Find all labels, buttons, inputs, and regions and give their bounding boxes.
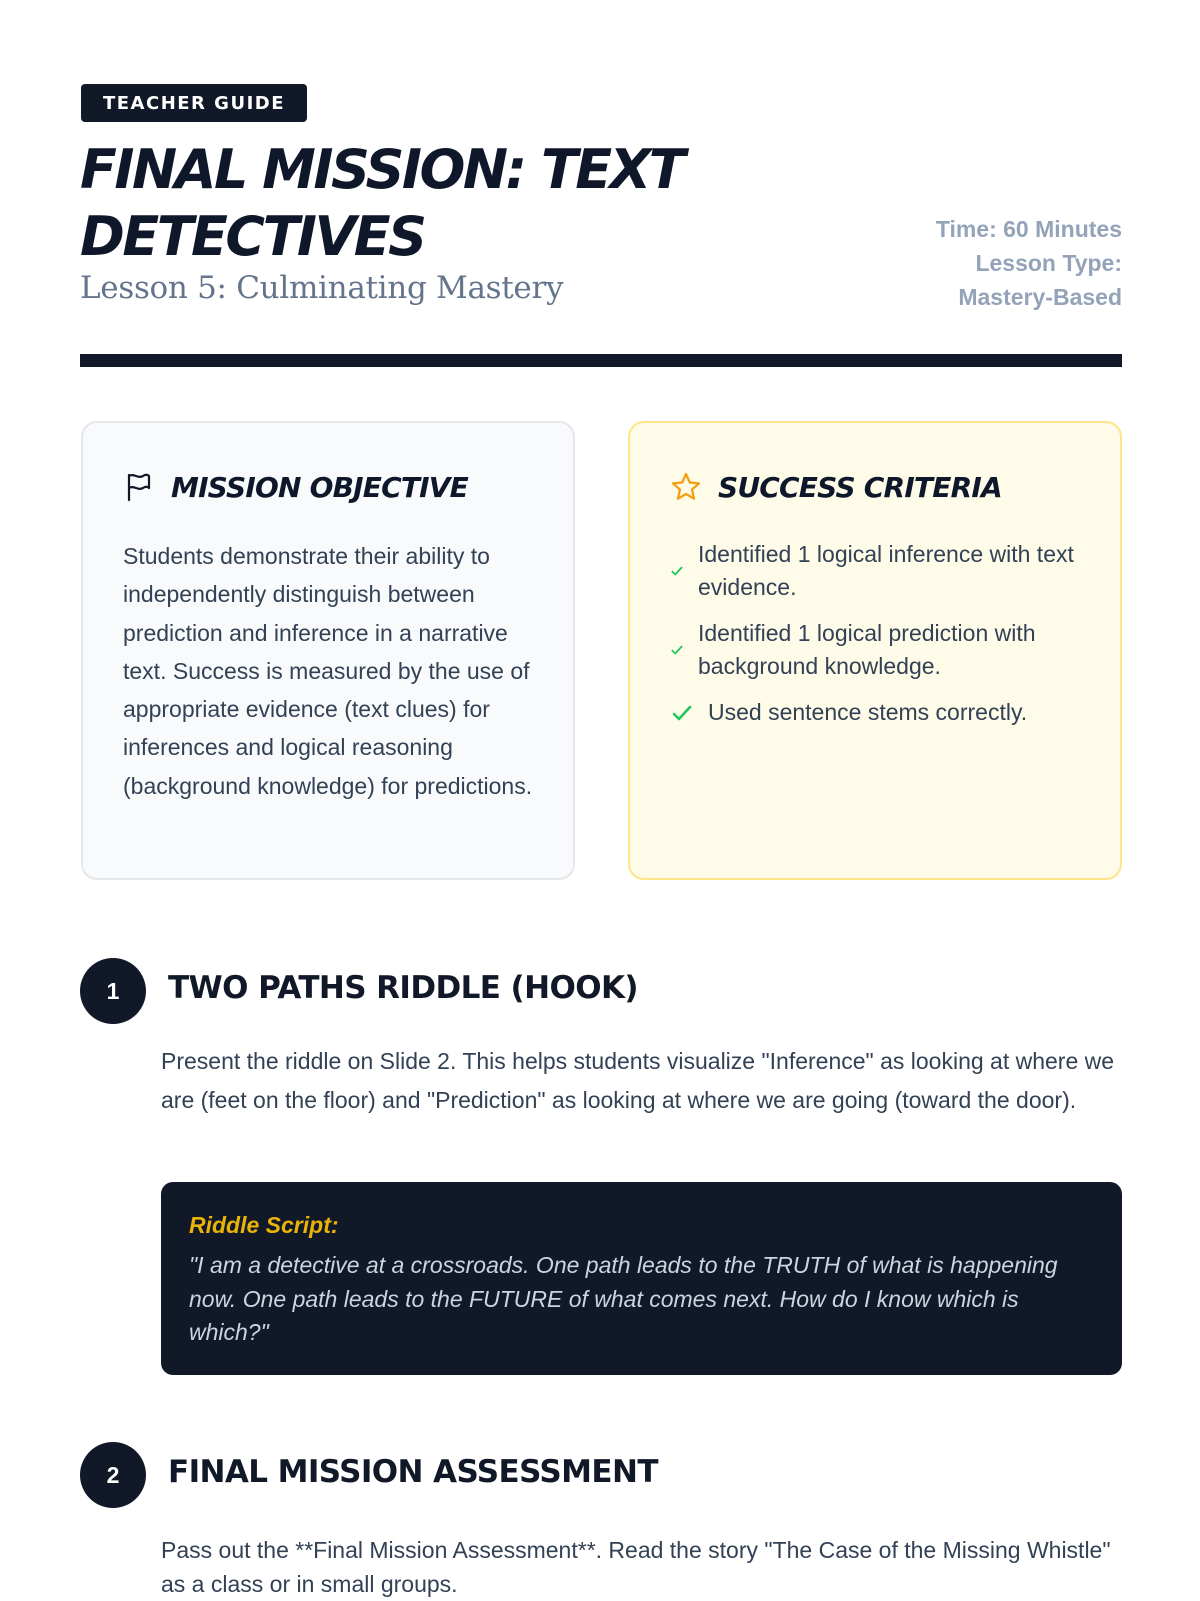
teacher-guide-badge: TEACHER GUIDE: [81, 84, 307, 122]
page-title: FINAL MISSION: TEXT DETECTIVES: [80, 138, 684, 268]
lesson-type-label: Lesson Type:: [975, 250, 1122, 276]
mission-objective-card: [81, 421, 575, 880]
criteria-item: [670, 617, 1090, 683]
mission-objective-text: Students demonstrate their ability to independently distinguish between prediction and inference in a narrative text. Success is measured by the use of appropriate evidence (text clues) for inferences and logical reasoning (background knowledge) for predictions.: [123, 543, 533, 799]
step-number-badge: 2: [80, 1442, 146, 1508]
riddle-script-box: [161, 1182, 1122, 1375]
step-description: Pass out the **Final Mission Assessment**. Read the story "The Case of the Missing Whistle" as a class or in small groups.: [161, 1537, 1111, 1597]
mission-objective-title: MISSION OBJECTIVE: [171, 470, 468, 504]
check-icon: [670, 643, 684, 657]
lesson-subtitle: Lesson 5: Culminating Mastery: [80, 270, 564, 306]
check-icon: [670, 701, 694, 725]
check-icon: [670, 564, 684, 578]
step-number-badge: 1: [80, 958, 146, 1024]
criteria-item: [670, 696, 1090, 729]
criteria-item-text: Identified 1 logical inference with text evidence.: [698, 541, 1074, 600]
riddle-script-text: "I am a detective at a crossroads. One path leads to the TRUTH of what is happening now. One path leads to the FUTURE of what comes next. How do I know which is which?": [189, 1252, 1058, 1345]
success-criteria-header: [670, 467, 1002, 507]
mission-objective-header: [123, 467, 468, 507]
criteria-item: [670, 538, 1090, 604]
lesson-meta: [902, 212, 1122, 314]
success-criteria-title: SUCCESS CRITERIA: [718, 470, 1002, 504]
star-icon: [670, 471, 702, 503]
step-title: FINAL MISSION ASSESSMENT: [168, 1454, 658, 1490]
riddle-script-label: Riddle Script:: [189, 1212, 339, 1238]
step-title: TWO PATHS RIDDLE (HOOK): [168, 970, 638, 1006]
lesson-time: Time: 60 Minutes: [935, 216, 1122, 242]
criteria-item-text: Identified 1 logical prediction with background knowledge.: [698, 620, 1036, 679]
header-divider: [80, 354, 1122, 367]
lesson-type-value: Mastery-Based: [958, 284, 1122, 310]
criteria-item-text: Used sentence stems correctly.: [708, 699, 1028, 725]
success-criteria-list: [670, 538, 1090, 742]
flag-icon: [123, 471, 155, 503]
success-criteria-card: [628, 421, 1122, 880]
step-description: Present the riddle on Slide 2. This helps students visualize "Inference" as looking at where we are (feet on the floor) and "Prediction" as looking at where we are going (toward the door).: [161, 1048, 1115, 1113]
